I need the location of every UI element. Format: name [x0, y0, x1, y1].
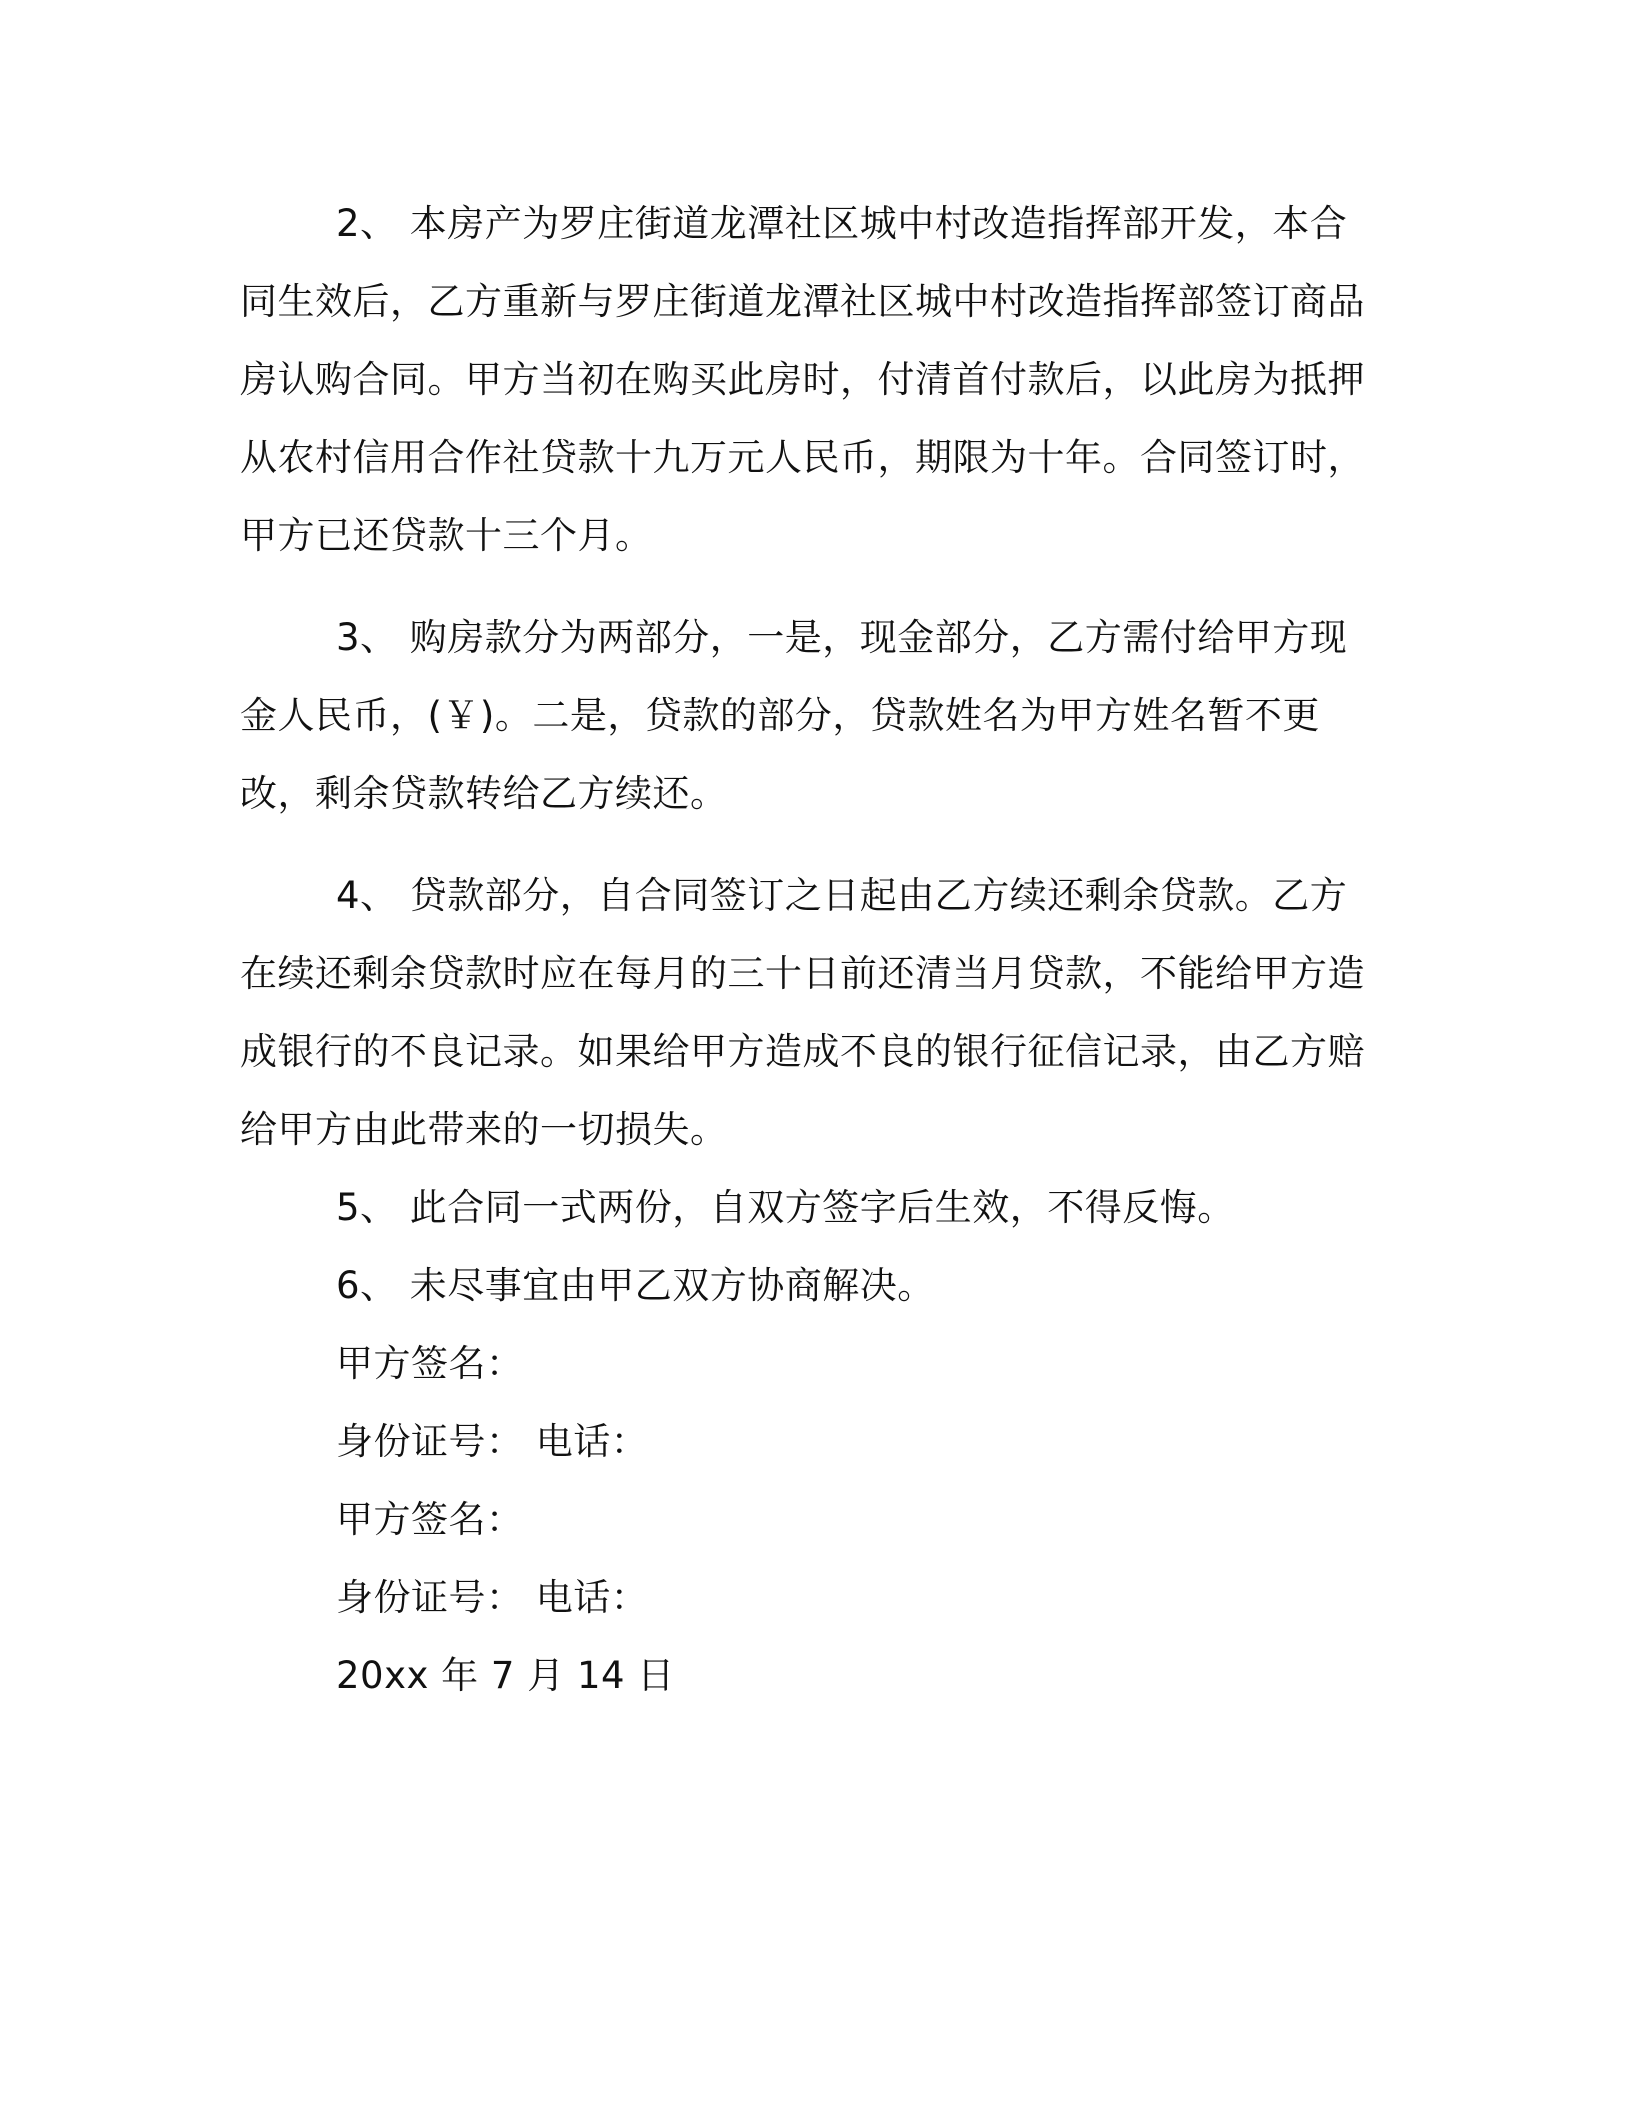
clause-5: 5、 此合同一式两份，自双方签字后生效，不得反悔。 — [336, 1186, 1235, 1229]
party-a-id-phone-line: 身份证号： 电话： — [336, 1420, 649, 1463]
clause-4: 4、 贷款部分，自合同签订之日起由乙方续还剩余贷款。乙方在续还剩余贷款时应在每月的三十日前还清当月贷款，不能给甲方造成银行的不良记录。如果给甲方造成不良的银行征信记录，由乙方赔给甲方由此带来的一切损失。 — [240, 874, 1365, 1151]
second-signature-line: 甲方签名： — [336, 1498, 524, 1541]
clause-3: 3、 购房款分为两部分，一是，现金部分，乙方需付给甲方现金人民币，(￥)。二是，贷款的部分，贷款姓名为甲方姓名暂不更改，剩余贷款转给乙方续还。 — [240, 616, 1348, 815]
second-id-phone-line: 身份证号： 电话： — [336, 1576, 649, 1619]
party-a-signature-line: 甲方签名： — [336, 1342, 524, 1385]
clause-6: 6、 未尽事宜由甲乙双方协商解决。 — [336, 1264, 935, 1307]
clause-2: 2、 本房产为罗庄街道龙潭社区城中村改造指挥部开发，本合同生效后，乙方重新与罗庄街道龙潭社区城中村改造指挥部签订商品房认购合同。甲方当初在购买此房时，付清首付款后，以此房为抵押从农村信用合作社贷款十九万元人民币，期限为十年。合同签订时，甲方已还贷款十三个月。 — [240, 202, 1365, 557]
document-body — [240, 185, 1376, 1715]
contract-date: 20xx 年 7 月 14 日 — [336, 1654, 675, 1697]
